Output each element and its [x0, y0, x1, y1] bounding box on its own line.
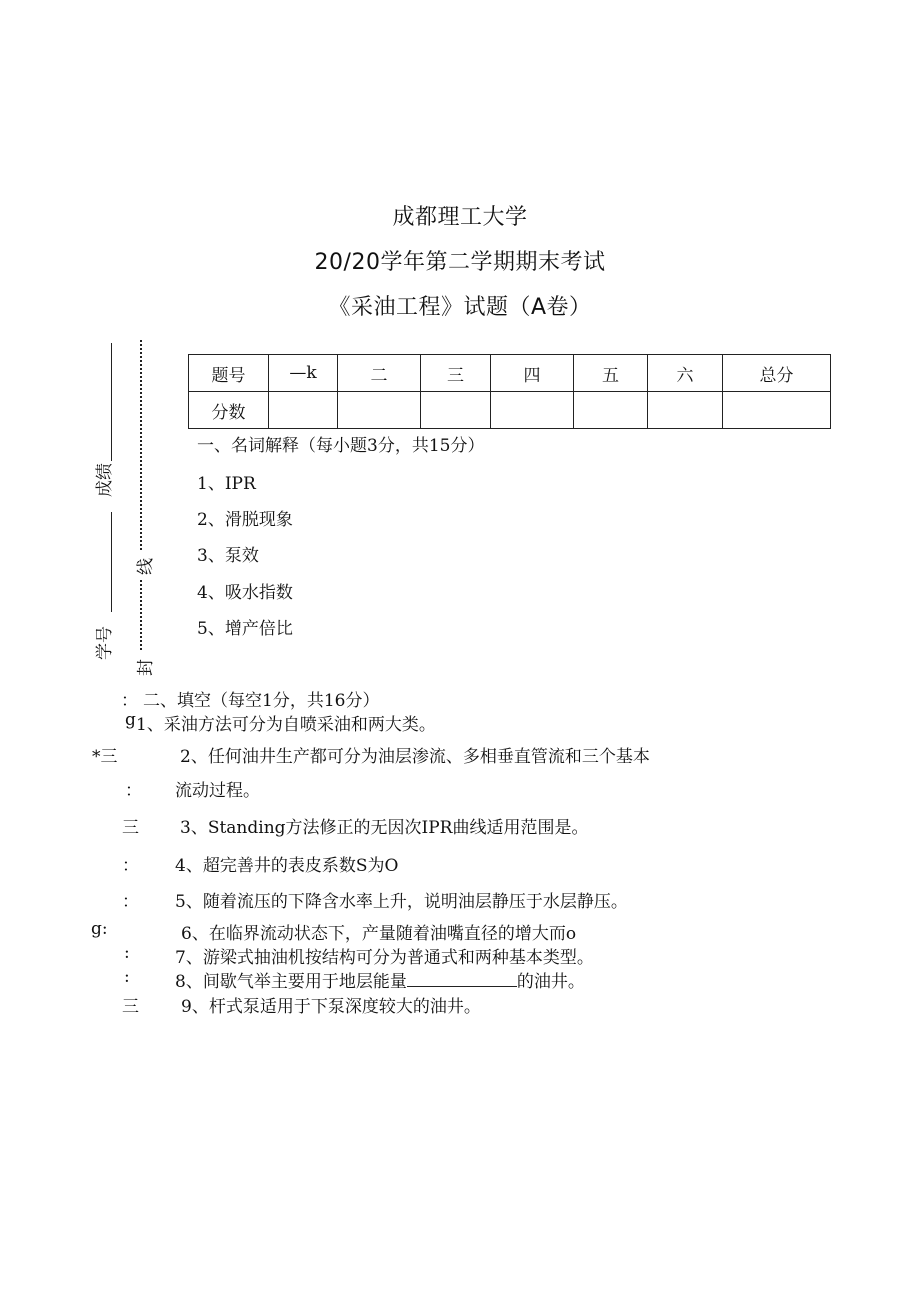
score-input-q2[interactable]	[338, 392, 421, 429]
score-row-label: 分数	[189, 392, 269, 429]
score-cell-question-no: 题号	[189, 355, 269, 392]
binding-dotted-line-bottom	[140, 580, 142, 650]
paper-title: 《采油工程》试题（A卷）	[328, 295, 592, 320]
fill-question-8-after: 的油井。	[516, 972, 585, 992]
id-underline	[111, 512, 112, 612]
score-table-score-row	[189, 392, 831, 429]
score-table	[188, 354, 831, 429]
fill-question-3: 3、Standing方法修正的无因次IPR曲线适用范围是。	[180, 818, 589, 838]
fill-question-2: 2、任何油井生产都可分为油层渗流、多相垂直管流和三个基本	[180, 747, 650, 767]
fill-prefix-1: g	[125, 710, 136, 730]
grade-label: 成绩	[95, 463, 115, 497]
fill-blank-8[interactable]	[407, 972, 517, 987]
fill-question-1: 1、采油方法可分为自喷采油和两大类。	[136, 715, 436, 735]
score-cell-q1: —k	[269, 355, 338, 392]
section1-heading: 一、名词解释（每小题3分，共15分）	[197, 436, 485, 456]
score-cell-q2: 二	[338, 355, 421, 392]
fill-question-9: 9、杆式泵适用于下泵深度较大的油井。	[181, 997, 481, 1017]
line-label: 线	[136, 558, 156, 575]
score-cell-q6: 六	[648, 355, 723, 392]
fill-prefix-4: ：	[122, 856, 139, 876]
fill-prefix-2: *三	[92, 747, 118, 767]
score-input-q5[interactable]	[574, 392, 648, 429]
section1-item-4: 4、吸水指数	[197, 583, 293, 603]
fill-prefix-6: g:	[91, 919, 108, 939]
fill-question-8	[175, 967, 585, 992]
fill-prefix-9: 三	[122, 997, 139, 1017]
fill-question-6: 6、在临界流动状态下，产量随着油嘴直径的增大而o	[181, 924, 577, 944]
score-cell-q5: 五	[574, 355, 648, 392]
score-input-q4[interactable]	[491, 392, 574, 429]
section1-item-1: 1、IPR	[197, 474, 256, 494]
section1-item-5: 5、增产倍比	[197, 619, 293, 639]
fill-question-7: 7、游梁式抽油机按结构可分为普通式和两种基本类型。	[175, 948, 594, 968]
score-table-header-row	[189, 355, 831, 392]
section1-item-3: 3、泵效	[197, 546, 259, 566]
fill-question-8-before: 8、间歇气举主要用于地层能量	[175, 972, 407, 992]
section1-item-2: 2、滑脱现象	[197, 510, 293, 530]
fill-prefix-2b: ：	[125, 781, 142, 801]
score-input-q6[interactable]	[648, 392, 723, 429]
fill-prefix-8: :	[124, 967, 130, 987]
grade-underline	[111, 343, 112, 461]
fill-prefix-5: ：	[122, 892, 139, 912]
student-id-label: 学号	[95, 626, 115, 660]
fill-prefix-3: 三	[122, 818, 139, 838]
exam-term-title: 20/20学年第二学期期末考试	[314, 250, 606, 275]
score-input-q1[interactable]	[269, 392, 338, 429]
score-cell-total: 总分	[723, 355, 831, 392]
section2-heading: 二、填空（每空1分，共16分）	[143, 691, 380, 711]
fill-prefix-7: :	[124, 943, 130, 963]
university-title: 成都理工大学	[392, 205, 528, 230]
score-cell-q4: 四	[491, 355, 574, 392]
fill-question-4: 4、超完善井的表皮系数S为O	[175, 856, 399, 876]
fill-question-5: 5、随着流压的下降含水率上升，说明油层静压于水层静压。	[175, 892, 628, 912]
fill-question-2-cont: 流动过程。	[175, 781, 260, 801]
score-input-total[interactable]	[723, 392, 831, 429]
binding-dotted-line-top	[140, 340, 142, 550]
section2-heading-prefix: ：	[121, 691, 138, 711]
score-cell-q3: 三	[421, 355, 491, 392]
seal-label: 封	[136, 659, 156, 676]
score-input-q3[interactable]	[421, 392, 491, 429]
